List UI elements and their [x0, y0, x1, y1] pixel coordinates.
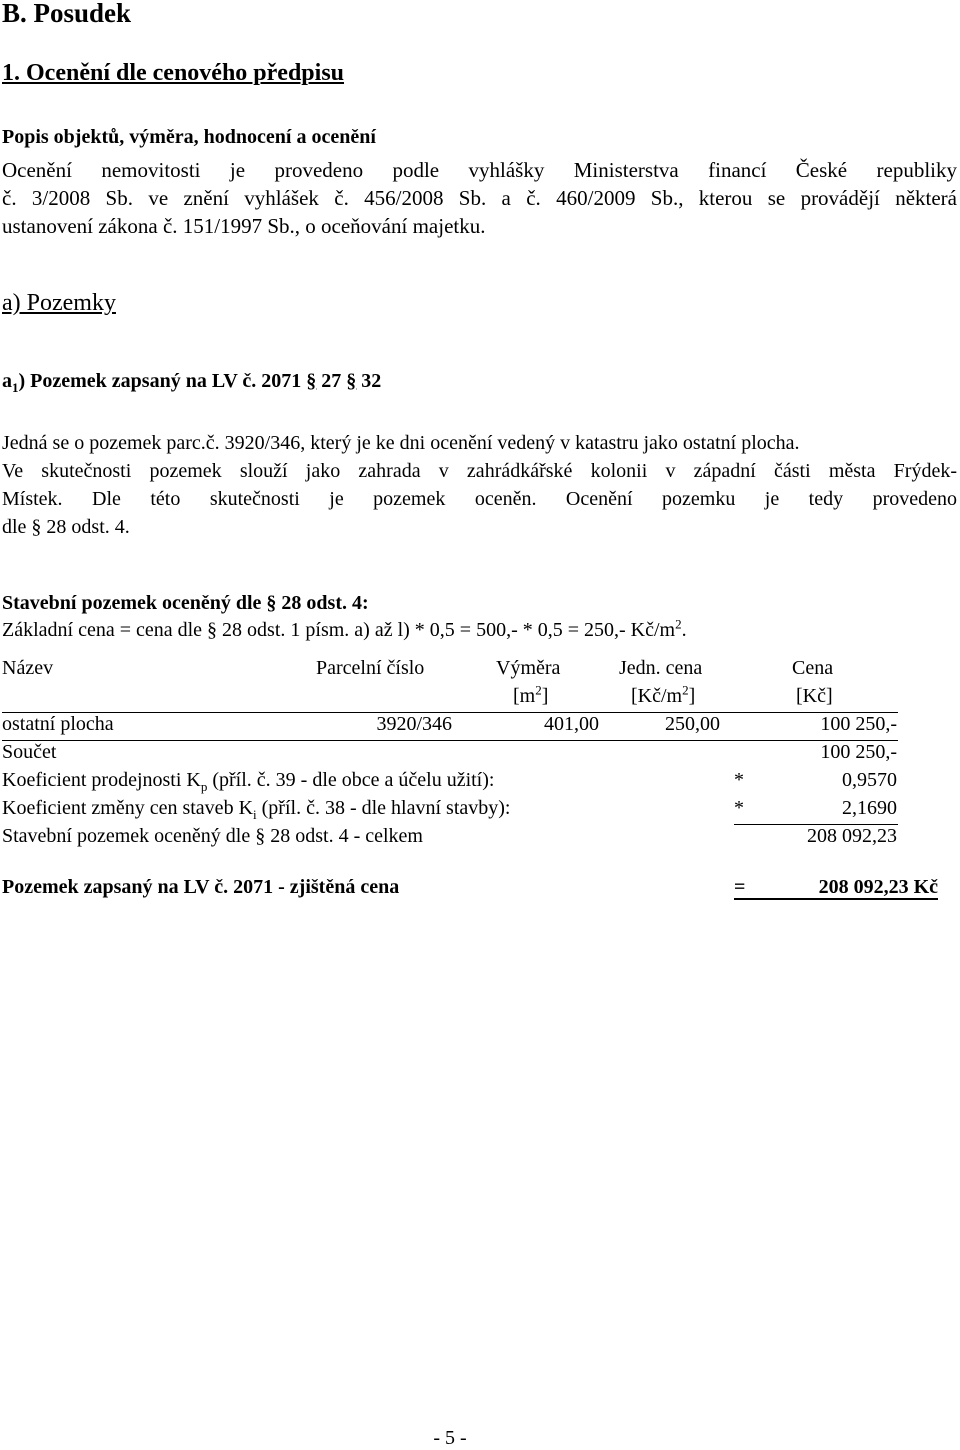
stavebni-heading: Stavební pozemek oceněný dle § 28 odst. 4:	[2, 592, 369, 614]
intro-line-3: ustanovení zákona č. 151/1997 Sb., o oceňování majetku.	[2, 214, 486, 238]
koef-zmeny-value: 2,1690	[842, 797, 897, 819]
subsection-title: 1. Ocenění dle cenového předpisu	[2, 60, 345, 86]
th-vymera-unit-sup: 2	[535, 682, 542, 698]
koef-prodejnosti-label	[2, 769, 494, 792]
zakladni-cena-sup: 2	[675, 616, 682, 632]
desc-line-1: Jedná se o pozemek parc.č. 3920/346, který je ke dni ocenění vedený v katastru jako ostatní plocha.	[2, 432, 800, 454]
th-nazev: Název	[2, 657, 54, 679]
th-vymera-unit	[513, 682, 549, 708]
pozemky-heading: a) Pozemky	[2, 290, 116, 316]
th-jedn-unit	[631, 682, 696, 708]
desc-line-3: Místek. Dle této skutečnosti je pozemek oceněn. Ocenění pozemku je tedy provedeno	[2, 488, 957, 510]
final-label: Pozemek zapsaný na LV č. 2071 - zjištěná cena	[2, 876, 400, 898]
a1-sec1: §	[306, 370, 317, 392]
page-number: - 5 -	[433, 1427, 467, 1449]
koef-zmeny-a: Koeficient změny cen staveb K	[2, 797, 254, 819]
section-title: B. Posudek	[2, 0, 132, 28]
intro-line-1: Ocenění nemovitosti je provedeno podle vyhlášky Ministerstva financí České republiky	[2, 158, 957, 182]
final-eq: =	[734, 876, 746, 898]
a1-sub: 1	[12, 380, 19, 395]
a1-prefix: a	[2, 370, 12, 392]
row-nazev: ostatní plocha	[2, 713, 114, 735]
row-jedn: 250,00	[665, 713, 720, 735]
koef-zmeny-op: *	[734, 797, 744, 819]
popis-heading: Popis objektů, výměra, hodnocení a ocenění	[2, 126, 376, 148]
a1-text: ) Pozemek zapsaný na LV č. 2071	[18, 370, 307, 392]
row-parcelni: 3920/346	[376, 713, 452, 735]
a1-sec2: §	[346, 370, 357, 392]
th-vymera-unit-a: [m	[513, 685, 536, 707]
th-vymera: Výměra	[496, 657, 561, 679]
row-vymera: 401,00	[544, 713, 599, 735]
celkem-value: 208 092,23	[807, 825, 897, 847]
koef-prodejnosti-sub: p	[200, 779, 208, 794]
th-cena: Cena	[792, 657, 834, 679]
soucet-label: Součet	[2, 741, 57, 763]
th-jedn-unit-sup: 2	[682, 682, 689, 698]
row-cena: 100 250,-	[820, 713, 897, 735]
th-jedn-unit-b: ]	[688, 685, 696, 707]
a1-heading	[2, 370, 381, 393]
final-price	[734, 876, 938, 900]
th-parcelni: Parcelní číslo	[316, 657, 425, 679]
intro-line-2: č. 3/2008 Sb. ve znění vyhlášek č. 456/2008 Sb. a č. 460/2009 Sb., kterou se provádějí některá	[2, 186, 957, 210]
koef-prodejnosti-a: Koeficient prodejnosti K	[2, 769, 201, 791]
zakladni-cena-text: Základní cena = cena dle § 28 odst. 1 písm. a) až l) * 0,5 = 500,- * 0,5 = 250,- Kč/m	[2, 619, 676, 641]
desc-line-4: dle § 28 odst. 4.	[2, 516, 130, 538]
koef-prodejnosti-value: 0,9570	[842, 769, 897, 791]
zakladni-cena-end: .	[681, 619, 687, 641]
soucet-value: 100 250,-	[820, 741, 897, 763]
koef-zmeny-sub: i	[253, 807, 257, 822]
final-value: 208 092,23 Kč	[818, 876, 938, 898]
a1-end: 32	[356, 370, 382, 392]
th-cena-unit: [Kč]	[796, 685, 833, 707]
th-vymera-unit-b: ]	[541, 685, 549, 707]
koef-prodejnosti-b: (příl. č. 39 - dle obce a účelu užití):	[207, 769, 495, 791]
zakladni-cena	[2, 616, 687, 642]
celkem-label: Stavební pozemek oceněný dle § 28 odst. 4 - celkem	[2, 825, 423, 847]
koef-zmeny-label	[2, 797, 510, 820]
koef-zmeny-b: (příl. č. 38 - dle hlavní stavby):	[256, 797, 511, 819]
a1-mid: 27	[316, 370, 347, 392]
desc-line-2: Ve skutečnosti pozemek slouží jako zahrada v zahrádkářské kolonii v západní části města Frýdek-	[2, 460, 957, 482]
th-jedn-unit-a: [Kč/m	[631, 685, 683, 707]
th-jedn: Jedn. cena	[619, 657, 703, 679]
koef-prodejnosti-op: *	[734, 769, 744, 791]
